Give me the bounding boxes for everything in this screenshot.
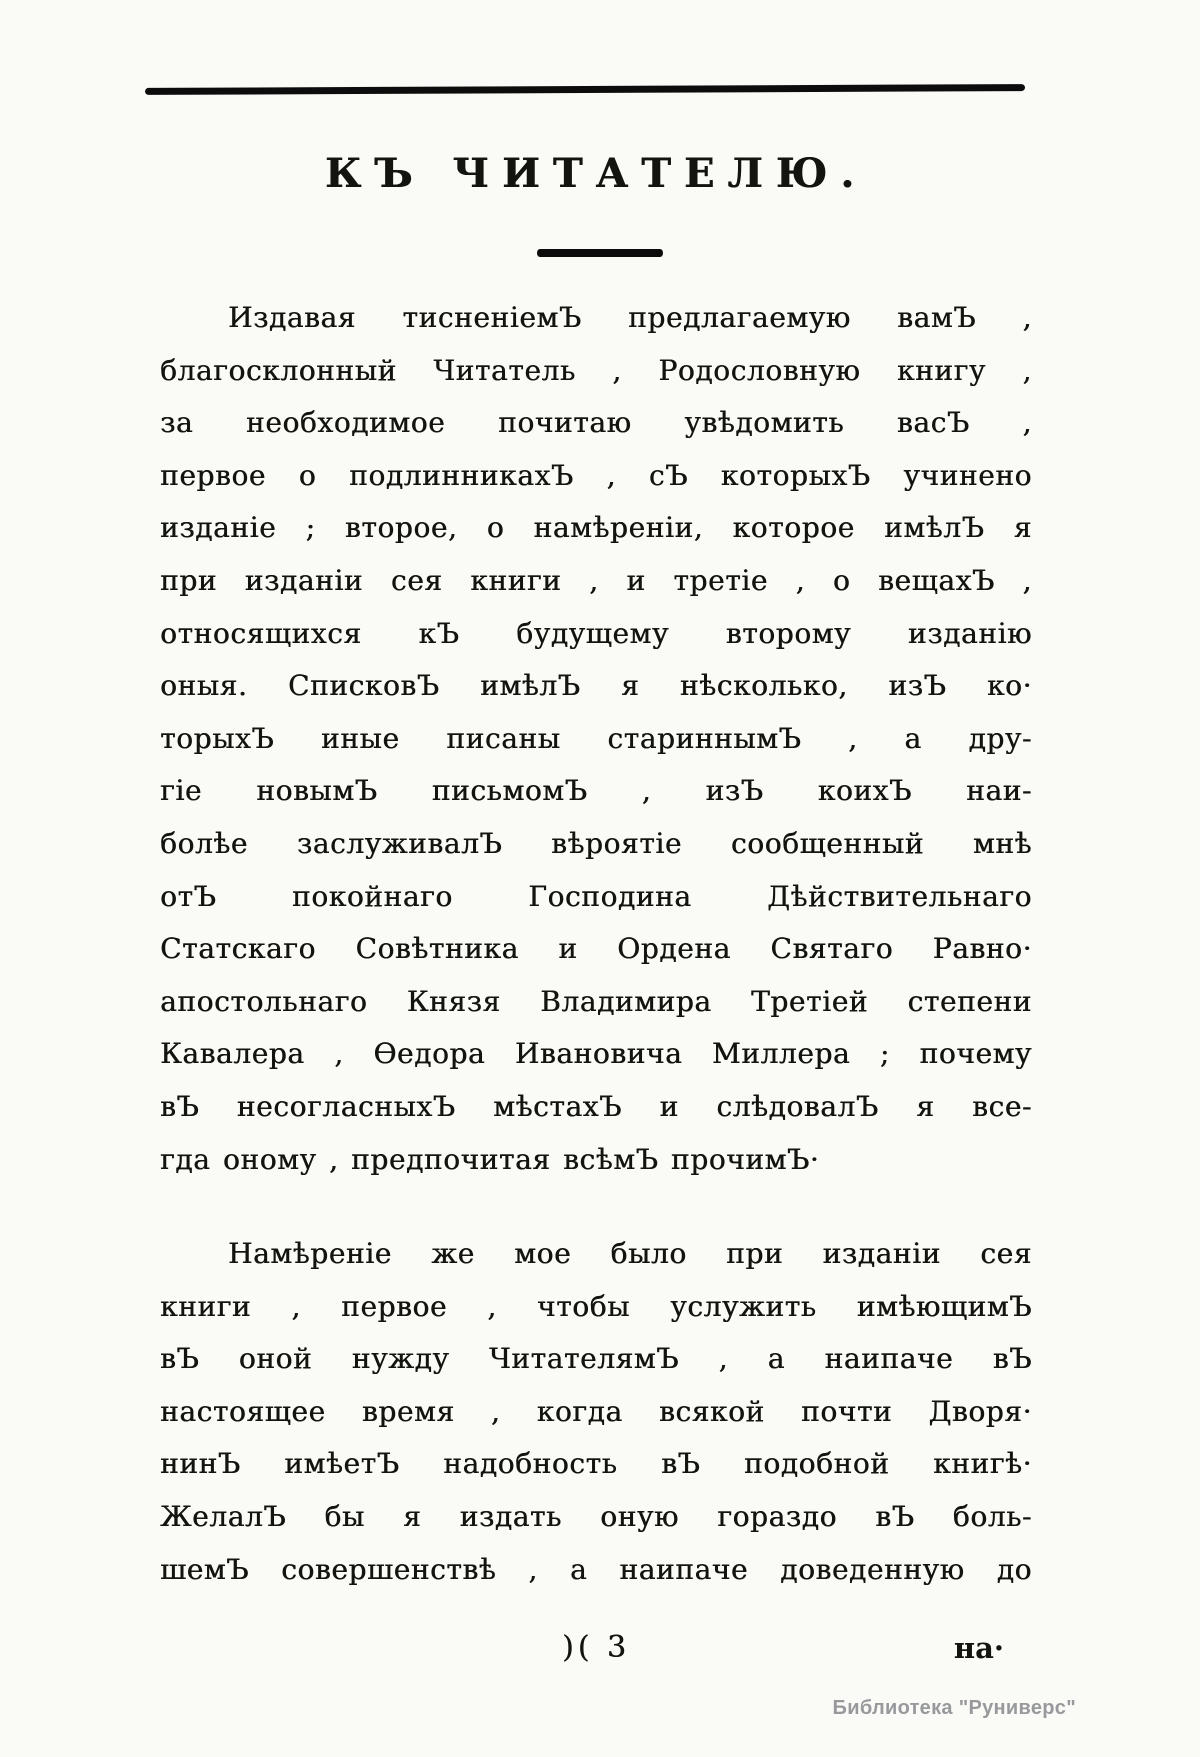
- body-text: [160, 292, 1032, 1596]
- text-line: отЪ покойнаго Господина Дѣйствительнаго: [160, 879, 1032, 913]
- title-divider-rule: [537, 249, 663, 257]
- page-signature: )( 3: [561, 1630, 631, 1665]
- text-line: относящихся кЪ будущему второму изданію: [160, 616, 1032, 650]
- library-watermark: Библиотека "Руниверс": [832, 1697, 1076, 1719]
- text-line: гда оному , предпочитая всѣмЪ прочимЪ·: [160, 1142, 820, 1176]
- text-line: при изданіи сея книги , и третіе , о вещахЪ ,: [160, 563, 1032, 597]
- paragraph-2: [160, 1228, 1032, 1596]
- text-line: нинЪ имѣетЪ надобность вЪ подобной книгѣ·: [160, 1447, 1032, 1481]
- text-line: вЪ оной нужду ЧитателямЪ , а наипаче вЪ: [160, 1342, 1032, 1376]
- text-line: первое о подлинникахЪ , сЪ которыхЪ учинено: [160, 458, 1032, 492]
- top-rule: [145, 84, 1025, 95]
- text-line: апостольнаго Князя Владимира Третіей степени: [160, 984, 1032, 1018]
- text-line: изданіе ; второе, о намѣреніи, которое имѣлЪ я: [160, 511, 1032, 545]
- text-line: Издавая тисненіемЪ предлагаемую вамЪ ,: [228, 301, 1032, 334]
- text-line: благосклонный Читатель , Родословную книгу ,: [160, 353, 1032, 387]
- text-line: гіе новымЪ письмомЪ , изЪ коихЪ наи-: [160, 774, 1032, 808]
- text-line: Намѣреніе же мое было при изданіи сея: [228, 1237, 1032, 1271]
- text-line: торыхЪ иные писаны стариннымЪ , а дру-: [160, 721, 1032, 755]
- text-line: оныя. СписковЪ имѣлЪ я нѣсколько, изЪ ко·: [160, 669, 1032, 703]
- text-line: настоящее время , когда всякой почти Дворя·: [160, 1394, 1032, 1428]
- text-line: Кавалера , Ѳедора Ивановича Миллера ; почему: [160, 1037, 1032, 1071]
- text-line: ЖелалЪ бы я издать оную гораздо вЪ боль-: [160, 1500, 1032, 1534]
- text-line: книги , первое , чтобы услужить имѣющимЪ: [160, 1289, 1032, 1323]
- text-line: Статскаго Совѣтника и Ордена Святаго Равно·: [160, 932, 1032, 966]
- text-line: болѣе заслуживалЪ вѣроятіе сообщенный мнѣ: [160, 826, 1032, 860]
- text-line: шемЪ совершенствѣ , а наипаче доведенную до: [160, 1552, 1032, 1586]
- paragraph-1: [160, 292, 1032, 1186]
- text-line: за необходимое почитаю увѣдомить васЪ ,: [160, 406, 1032, 440]
- page-title: КЪ ЧИТАТЕЛЮ.: [324, 150, 868, 197]
- text-line: вЪ несогласныхЪ мѣстахЪ и слѣдовалЪ я все-: [160, 1089, 1032, 1123]
- catchword: на·: [953, 1631, 1004, 1665]
